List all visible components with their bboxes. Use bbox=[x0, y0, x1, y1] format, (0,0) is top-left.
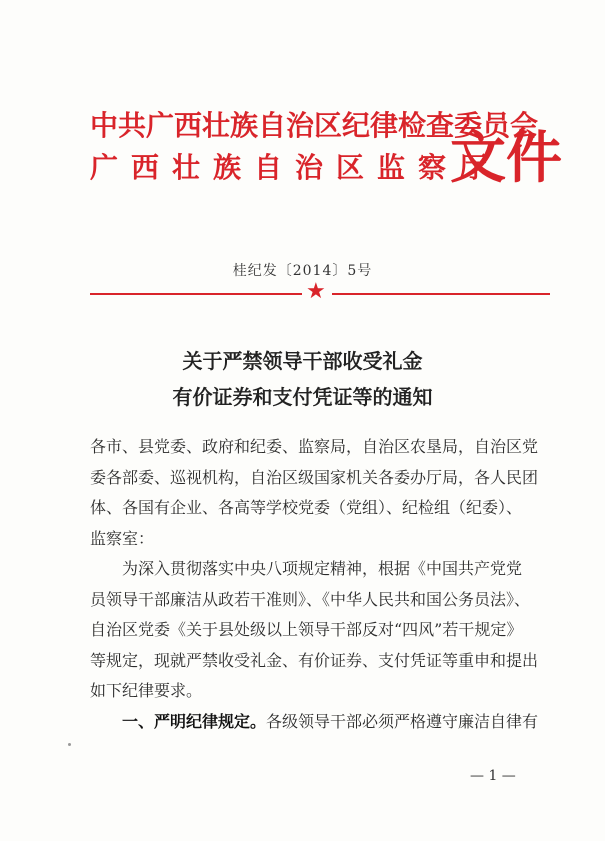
paragraph-line: 如下纪律要求。 bbox=[90, 681, 203, 700]
addressee-line: 监察室： bbox=[90, 528, 155, 548]
paragraph-line: 员领导干部廉洁从政若干准则》、《中华人民共和国公务员法》、 bbox=[90, 589, 531, 609]
section-1-line bbox=[90, 707, 560, 738]
section-1-text: 各级领导干部必须严格遵守廉洁自律有 bbox=[266, 711, 539, 731]
divider-line-right bbox=[332, 293, 550, 295]
document-number: 桂纪发〔2014〕5号 bbox=[232, 263, 373, 279]
red-divider bbox=[90, 279, 550, 304]
issuer-name-party-commission: 中共广西壮族自治区纪律检查委员会 bbox=[90, 109, 539, 142]
document-type-label: 文件 bbox=[450, 125, 562, 191]
page-number: — 1 — bbox=[470, 768, 516, 784]
addressee-line: 体、各国有企业、各高等学校党委（党组）、纪检组（纪委）、 bbox=[90, 498, 523, 517]
section-1-heading: 一、严明纪律规定。 bbox=[122, 711, 267, 731]
addressee-line: 各市、县党委、政府和纪委、监察局，自治区农垦局，自治区党 bbox=[90, 437, 539, 456]
issuer-name-supervision-dept: 广西壮族自治区监察厅 bbox=[90, 151, 501, 184]
document-body bbox=[90, 432, 560, 737]
paragraph-line: 等规定，现就严禁收受礼金、有价证券、支付凭证等重申和提出 bbox=[90, 650, 539, 670]
paragraph-line: 为深入贯彻落实中央八项规定精神，根据《中国共产党党 bbox=[122, 559, 523, 578]
title-line-1: 关于严禁领导干部收受礼金 bbox=[182, 349, 423, 373]
title-line-2: 有价证券和支付凭证等的通知 bbox=[172, 385, 433, 409]
paragraph-line: 自治区党委《关于县处级以上领导干部反对“四风”若干规定》 bbox=[90, 620, 523, 639]
scan-speck bbox=[68, 743, 71, 746]
document-title bbox=[0, 343, 605, 415]
divider-line-left bbox=[90, 293, 302, 295]
star-icon: ★ bbox=[306, 279, 326, 304]
addressee-line: 委各部委、巡视机构，自治区级国家机关各委办厅局，各人民团 bbox=[90, 467, 539, 487]
